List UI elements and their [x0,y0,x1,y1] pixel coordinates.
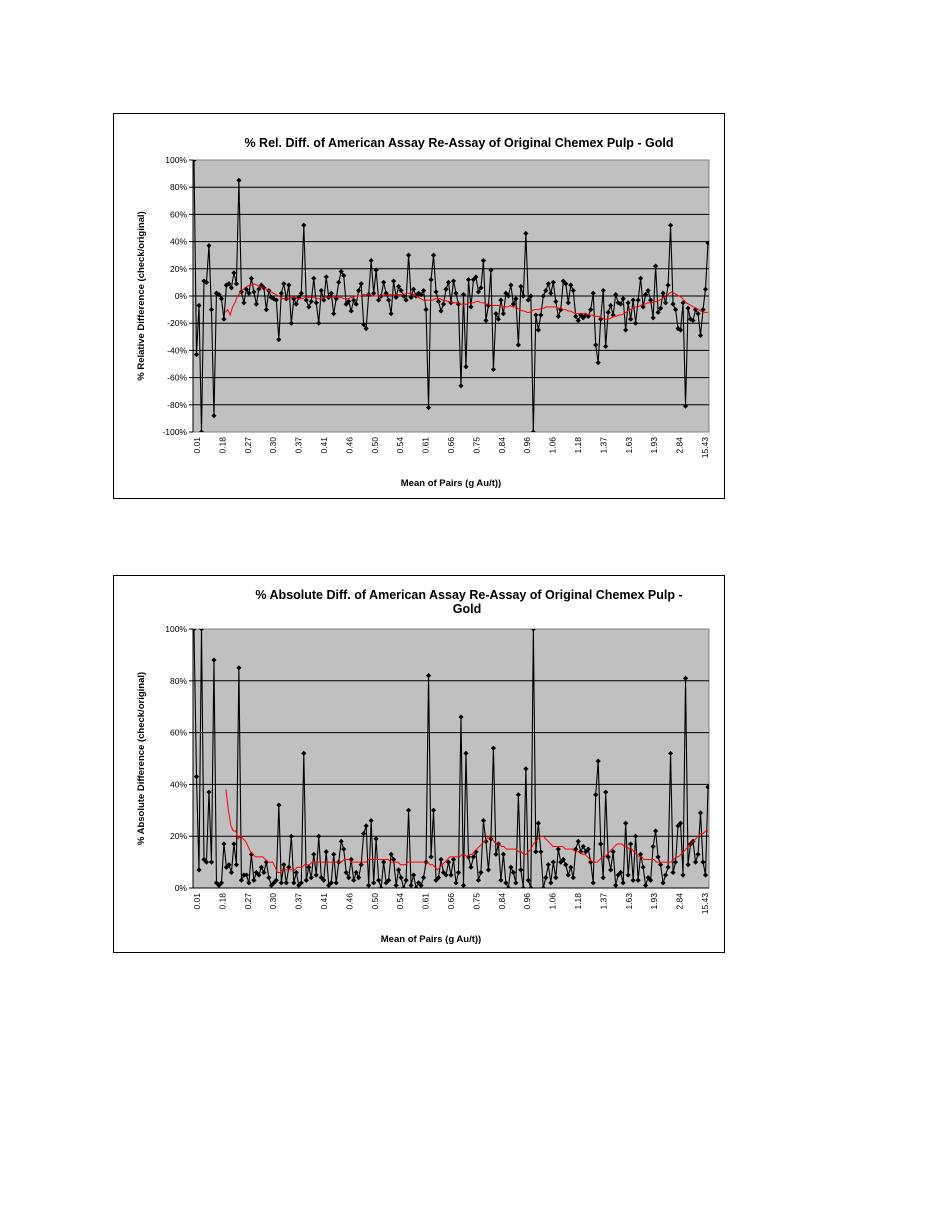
x-tick-label: 0.27 [242,437,253,454]
x-tick-label: 0.41 [319,437,329,454]
x-axis-label: Mean of Pairs (g Au/t)) [380,934,482,945]
x-tick-label: 0.66 [446,437,456,454]
y-tick-label: 60% [169,727,187,738]
x-tick-label: 15.43 [700,893,710,915]
y-tick-label: 100% [165,155,187,165]
y-tick-label: 100% [165,624,187,634]
x-tick-label: 0.66 [446,893,456,910]
x-tick-label: 1.06 [547,437,558,454]
x-tick-label: 1.63 [623,893,634,910]
y-axis-label: % Relative Difference (check/original) [136,211,147,381]
x-axis-label: Mean of Pairs (g Au/t)) [400,478,502,489]
x-tick-label: 0.18 [217,437,228,454]
x-tick-label: 0.84 [496,437,507,454]
y-tick-label: -100% [162,427,187,437]
y-tick-label: 0% [174,291,187,301]
x-tick-label: 2.84 [674,893,685,910]
x-tick-label: 0.50 [369,437,380,454]
x-tick-label: 1.63 [623,437,634,454]
x-tick-label: 0.18 [217,893,228,910]
x-tick-label: 0.01 [192,893,202,910]
x-tick-label: 1.06 [547,893,558,910]
x-tick-label: 0.27 [242,893,253,910]
x-tick-label: 0.75 [471,437,482,454]
y-tick-label: 40% [169,236,187,247]
x-tick-label: 0.61 [420,437,431,454]
y-tick-label: -60% [167,372,187,383]
x-tick-label: 0.50 [369,893,380,910]
x-tick-label: 0.46 [344,437,355,454]
x-tick-label: 0.41 [319,893,329,910]
x-tick-label: 0.37 [293,437,304,454]
y-axis-label: % Absolute Difference (check/original) [136,671,147,846]
x-tick-label: 0.54 [395,893,406,910]
absolute-difference-chart-svg [114,576,726,954]
x-tick-label: 0.96 [522,893,533,910]
x-tick-label: 1.93 [649,893,660,910]
y-tick-label: 60% [169,209,187,220]
y-tick-label: 80% [169,675,187,686]
y-tick-label: -20% [167,318,187,329]
x-tick-label: 2.84 [674,437,685,454]
x-tick-label: 0.84 [496,893,507,910]
chart-title: % Rel. Diff. of American Assay Re-Assay of Original Chemex Pulp - Gold [244,136,674,150]
y-tick-label: -80% [167,399,187,410]
x-tick-label: 0.96 [522,437,533,454]
y-tick-label: 0% [174,883,187,893]
relative-difference-chart [113,113,725,499]
x-tick-label: 0.46 [344,893,355,910]
y-tick-label: 20% [169,263,187,274]
chart-title: Gold [452,602,482,616]
y-tick-label: 40% [169,779,187,790]
relative-difference-chart-svg [114,114,726,500]
x-tick-label: 0.61 [420,893,431,910]
x-tick-label: 0.30 [268,437,279,454]
x-tick-label: 1.37 [598,893,609,910]
x-tick-label: 1.18 [573,893,583,910]
x-tick-label: 0.30 [268,893,279,910]
y-tick-label: 20% [169,831,187,842]
x-tick-label: 0.54 [395,437,406,454]
x-tick-label: 0.37 [293,893,304,910]
y-tick-label: -40% [167,345,187,356]
x-tick-label: 15.43 [700,437,710,459]
x-tick-label: 0.01 [192,437,202,454]
x-tick-label: 0.75 [471,893,482,910]
chart-title: % Absolute Diff. of American Assay Re-Assay of Original Chemex Pulp - [255,588,683,602]
absolute-difference-chart [113,575,725,953]
x-tick-label: 1.37 [598,437,609,454]
x-tick-label: 1.93 [649,437,660,454]
y-tick-label: 80% [169,182,187,193]
x-tick-label: 1.18 [573,437,583,454]
